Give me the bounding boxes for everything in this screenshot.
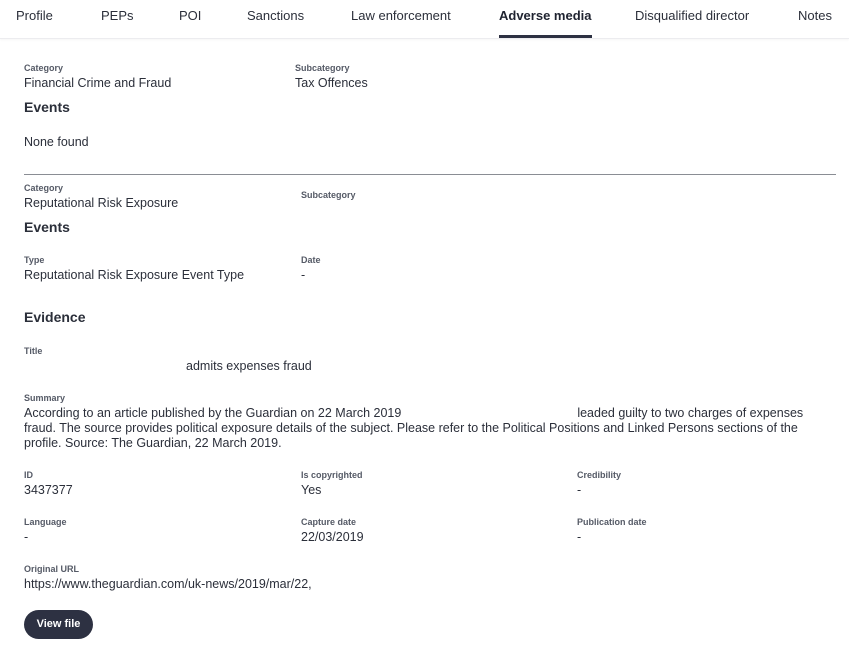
event-type-value: Reputational Risk Exposure Event Type <box>24 268 245 282</box>
publication-date-label: Publication date <box>577 517 647 527</box>
capture-date-value: 22/03/2019 <box>301 530 364 544</box>
events-empty-text: None found <box>24 135 89 149</box>
publication-date-value: - <box>577 530 582 544</box>
tab-adverse-media[interactable]: Adverse media <box>499 8 592 38</box>
original-url-label: Original URL <box>24 564 80 574</box>
category-value: Financial Crime and Fraud <box>24 76 172 90</box>
copyright-label: Is copyrighted <box>301 470 363 480</box>
category-value: Reputational Risk Exposure <box>24 196 179 210</box>
event-type-label: Type <box>24 255 45 265</box>
copyright-value: Yes <box>301 483 322 497</box>
tab-peps[interactable]: PEPs <box>101 8 134 23</box>
subcategory-value: Tax Offences <box>295 76 368 90</box>
credibility-label: Credibility <box>577 470 622 480</box>
category-label: Category <box>24 183 64 193</box>
events-heading: Events <box>24 99 70 115</box>
tab-law-enforcement[interactable]: Law enforcement <box>351 8 451 23</box>
evidence-title-label: Title <box>24 346 43 356</box>
subcategory-label: Subcategory <box>295 63 350 73</box>
evidence-title-value: admits expenses fraud <box>186 359 312 373</box>
section-divider <box>24 174 836 175</box>
event-date-value: - <box>301 268 306 282</box>
original-url-link[interactable]: https://www.theguardian.com/uk-news/2019/mar/22, <box>24 577 312 591</box>
id-label: ID <box>24 470 33 480</box>
language-label: Language <box>24 517 67 527</box>
tab-bar <box>0 0 849 39</box>
evidence-heading: Evidence <box>24 309 86 325</box>
tab-poi[interactable]: POI <box>179 8 202 23</box>
events-heading: Events <box>24 219 70 235</box>
id-value: 3437377 <box>24 483 73 497</box>
event-date-label: Date <box>301 255 321 265</box>
view-file-button[interactable]: View file <box>24 610 93 639</box>
summary-text <box>24 406 830 451</box>
tab-profile[interactable]: Profile <box>16 8 53 23</box>
tab-sanctions[interactable]: Sanctions <box>247 8 305 23</box>
tab-disqualified-director[interactable]: Disqualified director <box>635 8 750 23</box>
summary-label: Summary <box>24 393 66 403</box>
category-label: Category <box>24 63 64 73</box>
subcategory-label: Subcategory <box>301 190 356 200</box>
summary-text-part2: leaded guilty to two charges of expenses fraud. The source provides political exposure details of the subject. Please refer to the Political Positions and Linked Persons sections of the profile. Source: The Guardian, 22 March 2019. <box>24 406 804 450</box>
tab-notes[interactable]: Notes <box>798 8 832 23</box>
language-value: - <box>24 530 29 544</box>
capture-date-label: Capture date <box>301 517 357 527</box>
credibility-value: - <box>577 483 582 497</box>
summary-text-part1: According to an article published by the Guardian on 22 March 2019 <box>24 406 402 420</box>
redacted-text <box>401 406 577 418</box>
